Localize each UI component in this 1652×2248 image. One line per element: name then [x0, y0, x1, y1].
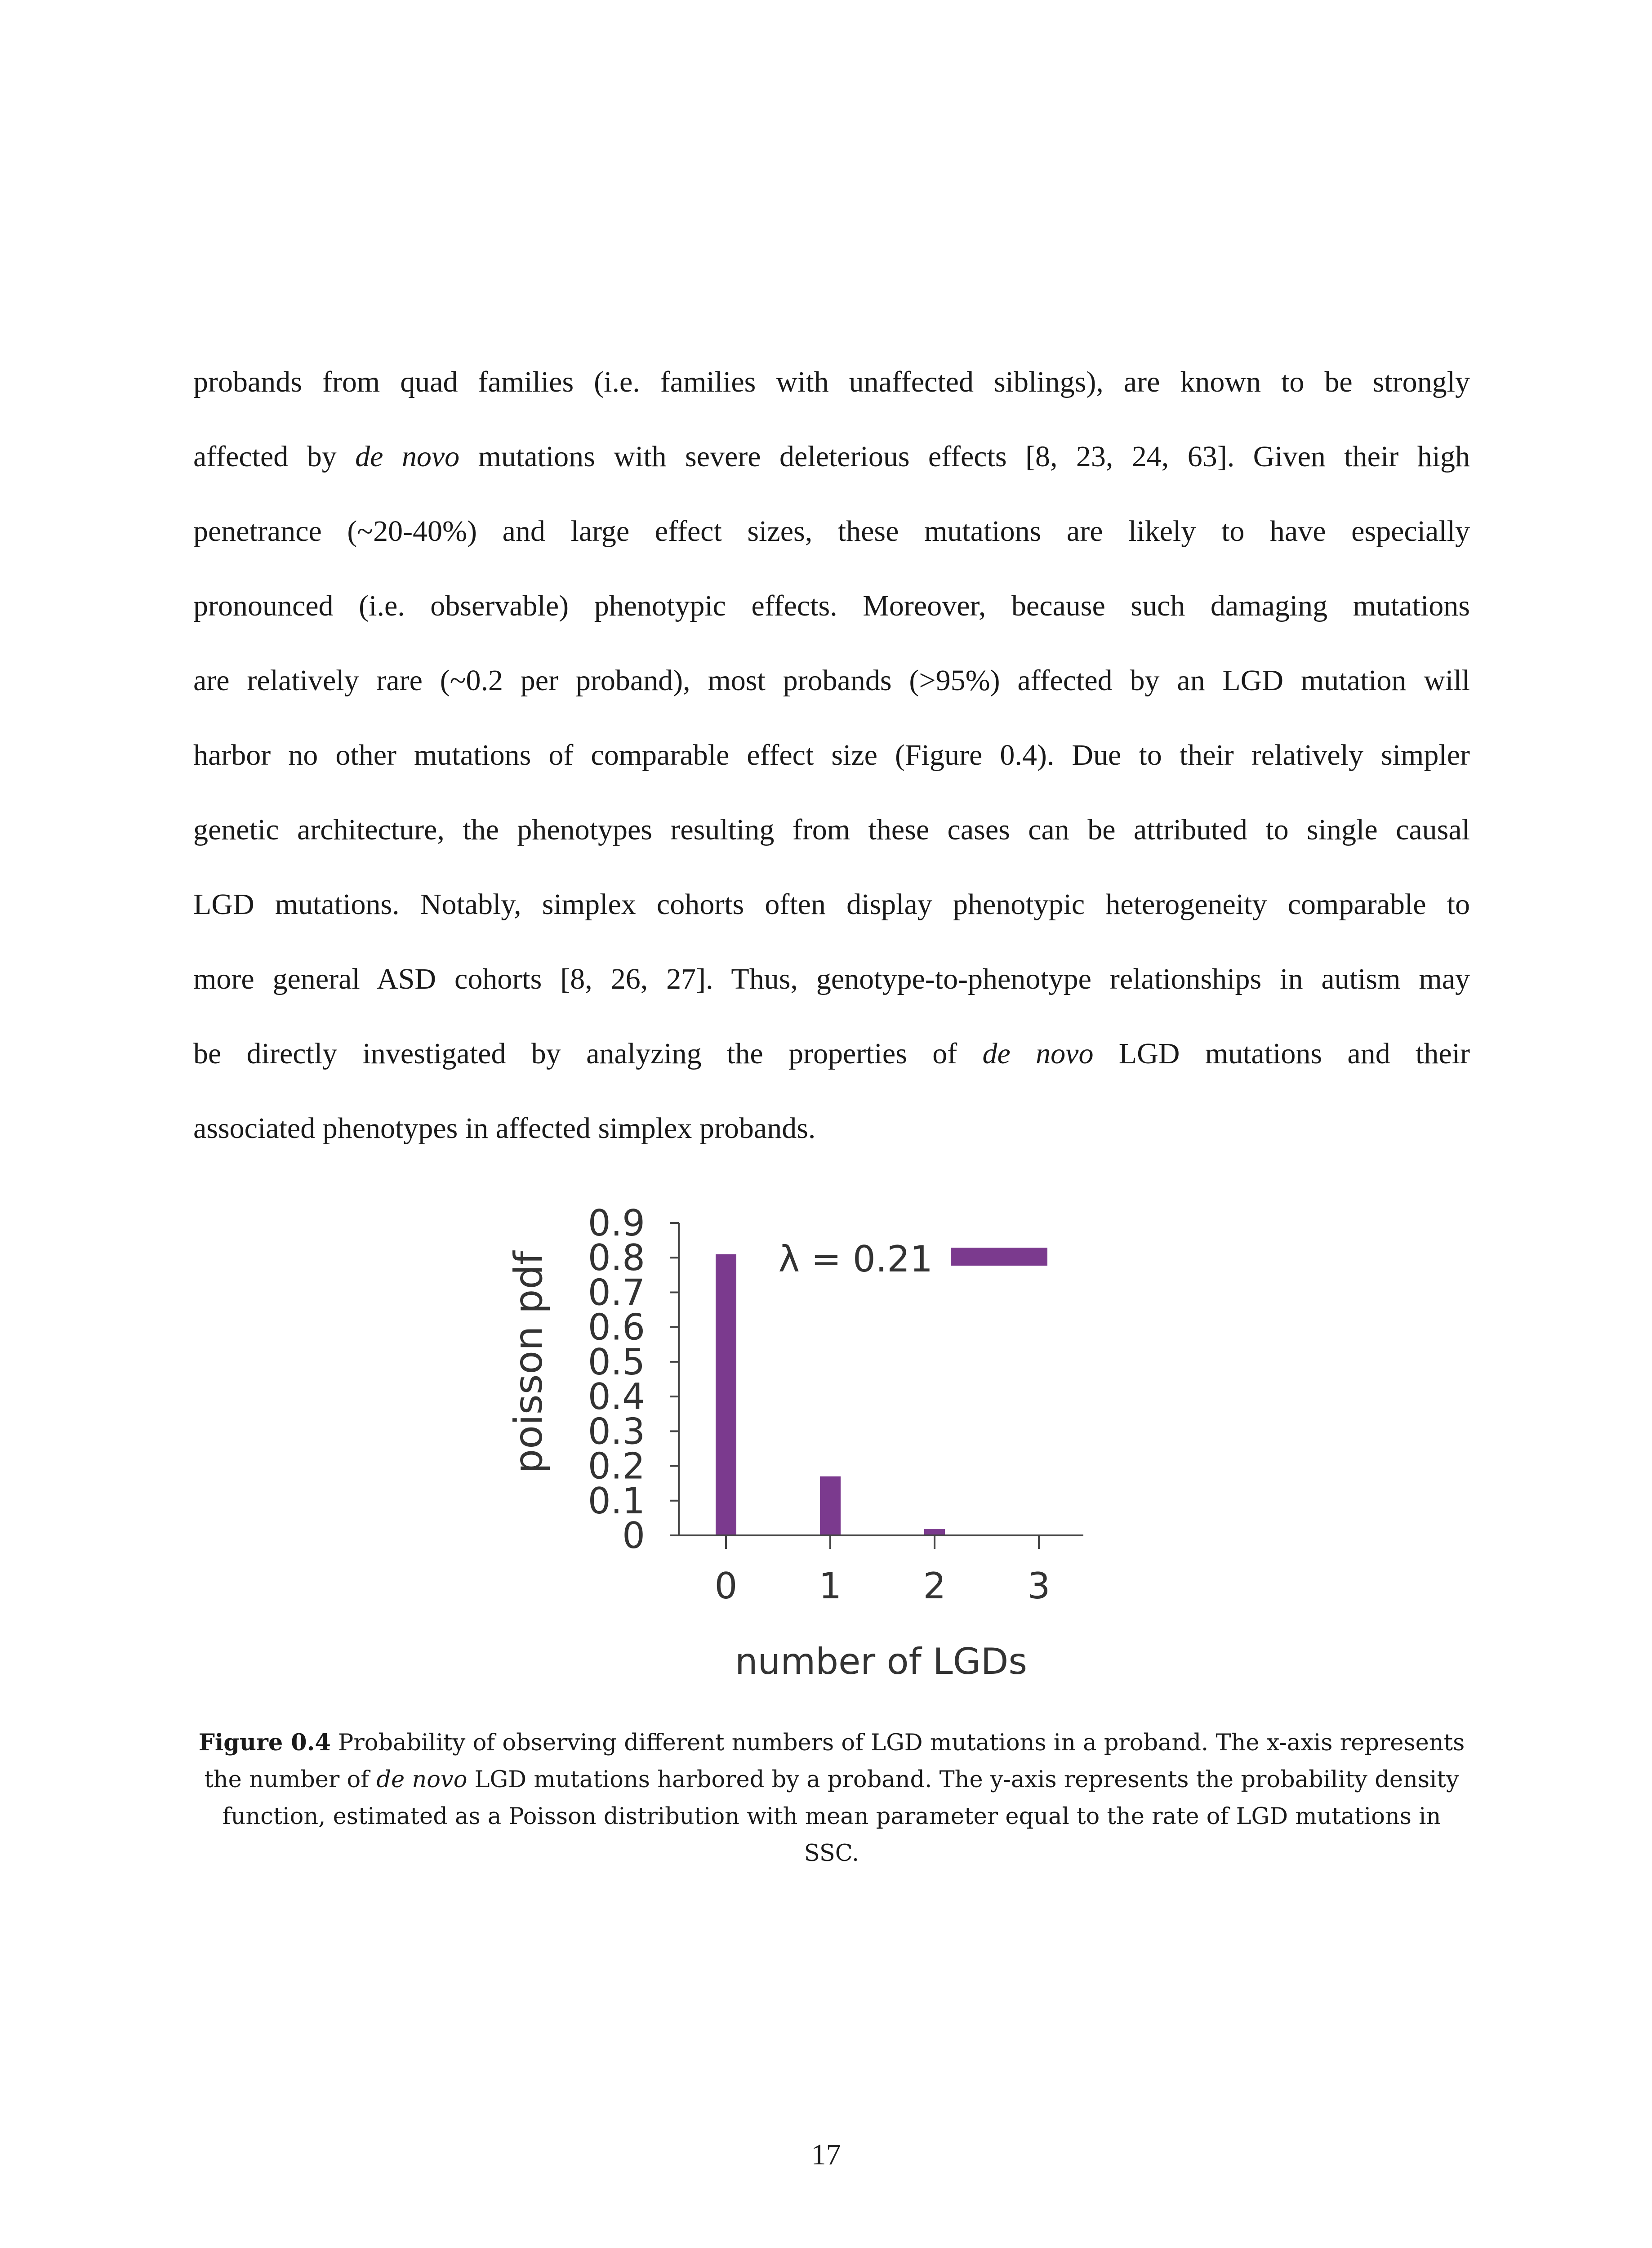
y-tick-label: 0: [622, 1515, 645, 1557]
caption-label: Figure 0.4: [198, 1729, 331, 1756]
x-tick-label: 0: [714, 1565, 738, 1607]
y-tick-label: 0.5: [588, 1341, 645, 1383]
text-line: [193, 884, 1470, 959]
y-tick-label: 0.4: [588, 1376, 645, 1418]
text-run: be directly investigated by analyzing the properties of: [193, 1037, 983, 1070]
text-run: associated phenotypes in affected simplex probands.: [193, 1112, 816, 1145]
text-run: mutations with severe deleterious effects [8, 23, 24, 63]. Given their high: [459, 440, 1470, 473]
y-tick-label: 0.7: [588, 1271, 645, 1314]
x-tick-group: [715, 1535, 1051, 1607]
legend-label: λ = 0.21: [778, 1238, 933, 1280]
text-line: [193, 735, 1470, 810]
bar: [820, 1476, 841, 1535]
italic-term: de novo: [376, 1766, 468, 1793]
text-run: genetic architecture, the phenotypes resulting from these cases can be attributed to single causal: [193, 813, 1470, 846]
italic-term: de novo: [355, 440, 460, 473]
text-line: [193, 810, 1470, 884]
legend-swatch: [951, 1248, 1047, 1266]
text-run: more general ASD cohorts [8, 26, 27]. Thus, genotype-to-phenotype relationships in autism may: [193, 963, 1470, 995]
x-tick-label: 3: [1027, 1565, 1051, 1607]
text-line: [193, 586, 1470, 660]
bar: [716, 1254, 736, 1536]
italic-term: de novo: [982, 1037, 1094, 1070]
page-number: 17: [811, 2138, 841, 2171]
text-run: are relatively rare (~0.2 per proband), most probands (>95%) affected by an LGD mutation will: [193, 664, 1470, 697]
caption-text: [204, 1730, 1465, 1867]
y-tick-label: 0.2: [588, 1445, 645, 1487]
text-run: harbor no other mutations of comparable effect size (Figure 0.4). Due to their relatively simpler: [193, 739, 1470, 772]
y-tick-label: 0.8: [588, 1237, 645, 1279]
text-line: [193, 437, 1470, 511]
text-line: [193, 1108, 1470, 1183]
y-tick-label: 0.3: [588, 1410, 645, 1453]
caption-run: LGD mutations harbored by a proband. The y-axis represents the probability density function, estimated as a Poisson distribution with mean parameter equal to the rate of LGD mutations in SSC.: [222, 1766, 1459, 1867]
bar: [924, 1529, 945, 1535]
body-paragraph: [193, 362, 1470, 1183]
y-tick-label: 0.6: [588, 1306, 645, 1348]
text-run: LGD mutations and their: [1093, 1037, 1470, 1070]
text-run: probands from quad families (i.e. families with unaffected siblings), are known to be strongly: [193, 366, 1470, 398]
x-tick-label: 2: [923, 1565, 946, 1607]
x-axis-label: number of LGDs: [735, 1641, 1028, 1682]
text-run: pronounced (i.e. observable) phenotypic effects. Moreover, because such damaging mutations: [193, 589, 1470, 622]
poisson-bar-chart: [490, 1200, 1119, 1686]
text-run: penetrance (~20-40%) and large effect sizes, these mutations are likely to have especially: [193, 515, 1470, 548]
text-line: [193, 660, 1470, 735]
y-axis-label: poisson pdf: [506, 1251, 551, 1474]
text-run: affected by: [193, 440, 356, 473]
text-line: [193, 362, 1470, 437]
y-tick-label: 0.9: [588, 1202, 645, 1244]
caption-run: Probability of observing different numbers of LGD mutations in a proband. The x-axis represents the number of: [204, 1730, 1465, 1793]
bar-group: [716, 1254, 1049, 1536]
x-tick-label: 1: [819, 1565, 842, 1607]
text-line: [193, 511, 1470, 586]
figure-caption: [193, 1724, 1470, 1872]
y-tick-group: [588, 1202, 679, 1557]
text-run: LGD mutations. Notably, simplex cohorts often display phenotypic heterogeneity comparable to: [193, 888, 1470, 921]
text-line: [193, 959, 1470, 1034]
y-tick-label: 0.1: [588, 1480, 645, 1522]
text-line: [193, 1034, 1470, 1108]
